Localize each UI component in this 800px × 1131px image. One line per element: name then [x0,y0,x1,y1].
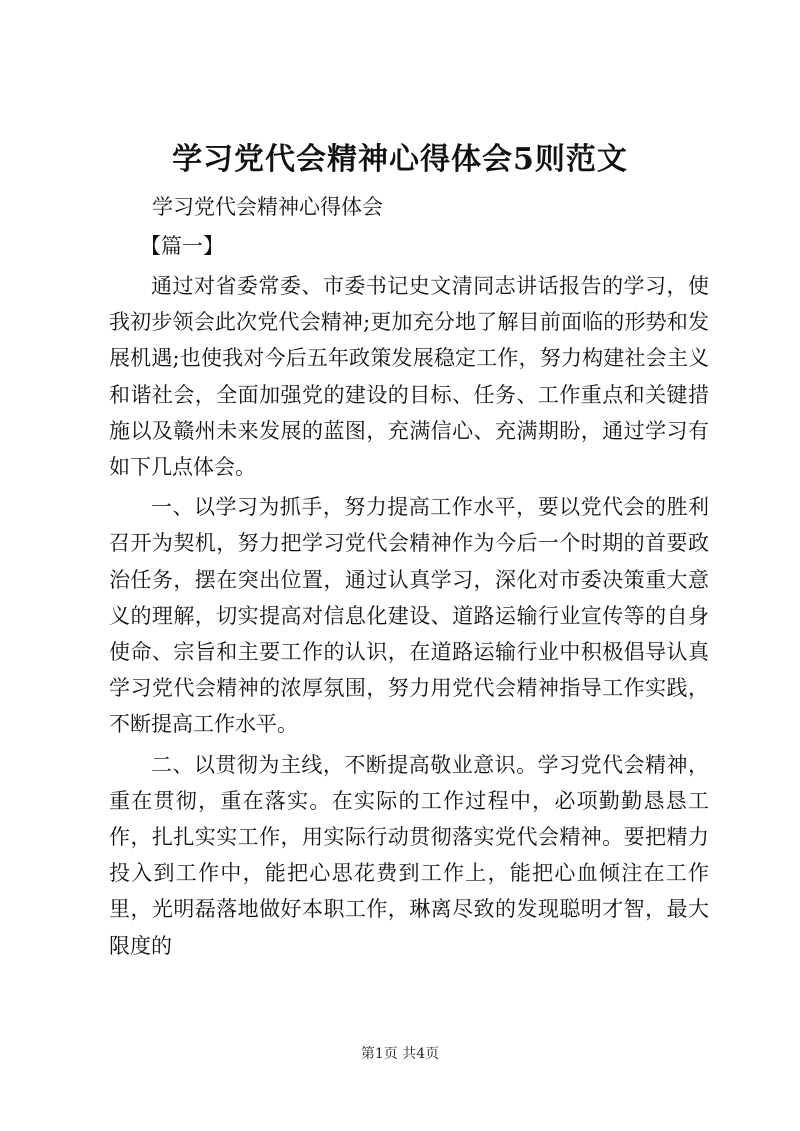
document-body [109,268,709,968]
page-footer: 第1页 共4页 [360,1046,440,1062]
paragraph-2: 一、以学习为抓手，努力提高工作水平，要以党代会的胜利召开为契机，努力把学习党代会精神作为今后一个时期的首要政治任务，摆在突出位置，通过认真学习，深化对市委决策重大意义的理解，切实提高对信息化建设、道路运输行业宣传等的自身使命、宗旨和主要工作的认识，在道路运输行业中积极倡导认真学习党代会精神的浓厚氛围，努力用党代会精神指导工作实践，不断提高工作水平。 [109,495,709,737]
paragraph-3: 二、以贯彻为主线，不断提高敬业意识。学习党代会精神，重在贯彻，重在落实。在实际的工作过程中，必项勤勤恳恳工作，扎扎实实工作，用实际行动贯彻落实党代会精神。要把精力投入到工作中，能把心思花费到工作上，能把心血倾注在工作里，光明磊落地做好本职工作，琳离尽致的发现聪明才智，最大限度的 [109,752,709,958]
section-label: 【篇一】 [140,234,224,258]
document-title: 学习党代会精神心得体会5则范文 [172,142,628,177]
document-subtitle: 学习党代会精神心得体会 [152,195,383,219]
paragraph-1: 通过对省委常委、市委书记史文清同志讲话报告的学习，使我初步领会此次党代会精神;更加充分地了解目前面临的形势和发展机遇;也使我对今后五年政策发展稳定工作，努力构建社会主义和谐社会，全面加强党的建设的目标、任务、工作重点和关键措施以及赣州未来发展的蓝图，充满信心、充满期盼，通过学习有如下几点体会。 [109,274,709,480]
